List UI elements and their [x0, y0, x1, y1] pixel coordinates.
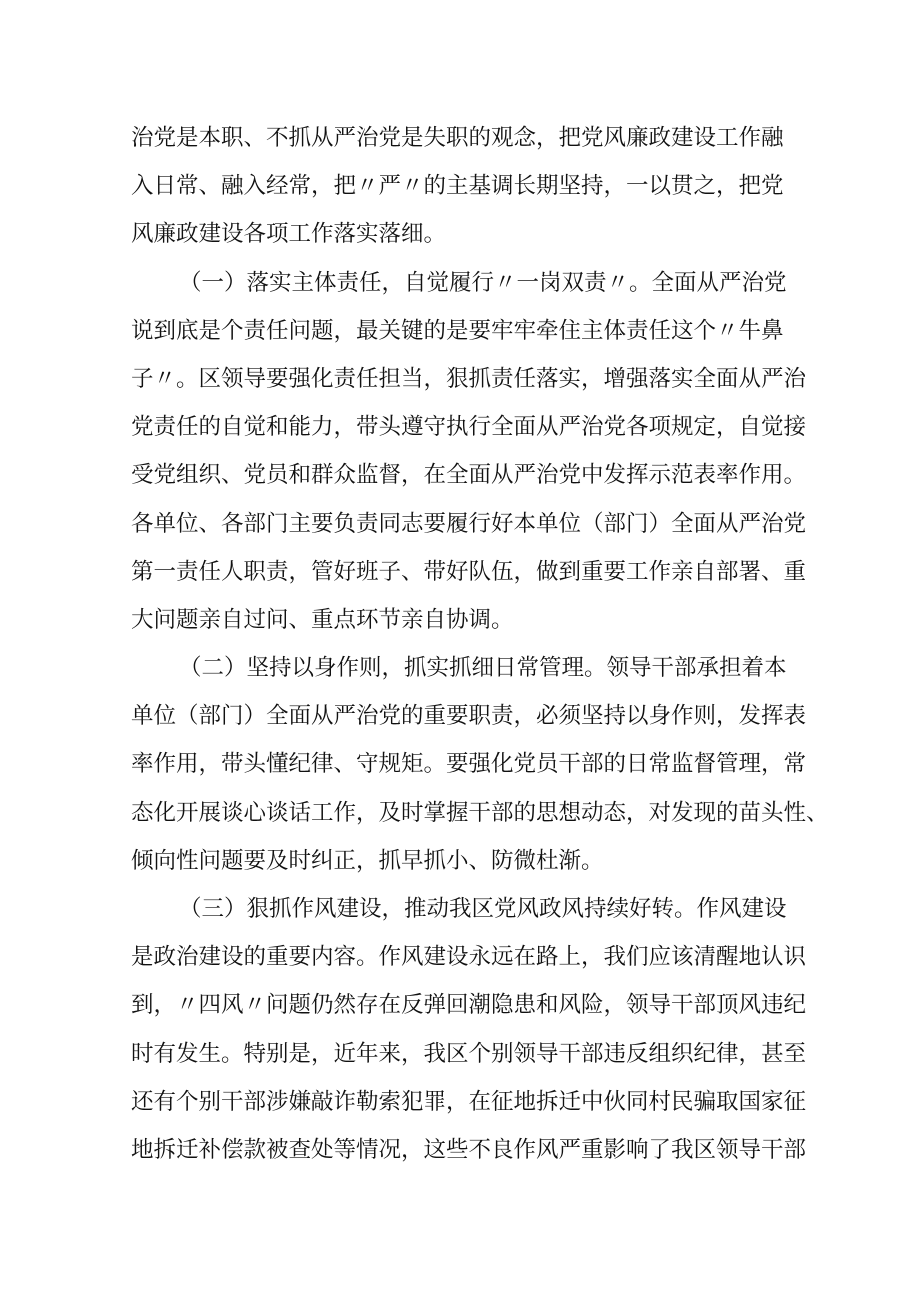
text-line: 第一责任人职责，管好班子、带好队伍，做到重要工作亲自部署、重 — [131, 558, 807, 585]
text-line: 说到底是个责任问题，最关键的是要牢牢牵住主体责任这个〃牛鼻 — [131, 317, 784, 344]
text-line: 风廉政建设各项工作落实落细。 — [131, 221, 447, 248]
text-line: 还有个别干部涉嫌敲诈勒索犯罪，在征地拆迁中伙同村民骗取国家征 — [131, 1088, 807, 1115]
text-line: 党责任的自觉和能力，带头遵守执行全面从严治党各项规定，自觉接 — [131, 414, 807, 441]
text-line: （三）狠抓作风建设，推动我区党风政风持续好转。作风建设 — [179, 896, 787, 922]
text-line: 态化开展谈心谈话工作，及时掌握干部的思想动态，对发现的苗头性、 — [131, 799, 829, 826]
text-line: 地拆迁补偿款被查处等情况，这些不良作风严重影响了我区领导干部 — [131, 1136, 807, 1163]
text-line: 倾向性问题要及时纠正，抓早抓小、防微杜渐。 — [131, 847, 604, 874]
text-line: （一）落实主体责任，自觉履行〃一岗双责〃。全面从严治党 — [179, 269, 787, 296]
text-line: 各单位、各部门主要负责同志要履行好本单位（部门）全面从严治党 — [131, 510, 807, 537]
text-line: 率作用，带头懂纪律、守规矩。要强化党员干部的日常监督管理，常 — [131, 751, 807, 778]
text-line: 治党是本职、不抓从严治党是失职的观念，把党风廉政建设工作融 — [131, 125, 784, 151]
text-line: 受党组织、党员和群众监督，在全面从严治党中发挥示范表率作用。 — [131, 462, 807, 489]
text-line: 子〃。区领导要强化责任担当，狠抓责任落实，增强落实全面从严治 — [131, 365, 807, 392]
text-line: 入日常、融入经常，把〃严〃的主基调长期坚持，一以贯之，把党 — [131, 173, 784, 200]
text-line: 大问题亲自过问、重点环节亲自协调。 — [131, 606, 514, 633]
text-line: 是政治建设的重要内容。作风建设永远在路上，我们应该清醒地认识 — [131, 944, 807, 971]
text-line: 到，〃四风〃问题仍然存在反弹回潮隐患和风险，领导干部顶风违纪 — [131, 992, 807, 1019]
text-line: （二）坚持以身作则，抓实抓细日常管理。领导干部承担着本 — [179, 655, 787, 682]
document-body — [131, 114, 829, 1174]
text-line: 单位（部门）全面从严治党的重要职责，必须坚持以身作则，发挥表 — [131, 703, 807, 730]
text-line: 时有发生。特别是，近年来，我区个别领导干部违反组织纪律，甚至 — [131, 1040, 807, 1067]
